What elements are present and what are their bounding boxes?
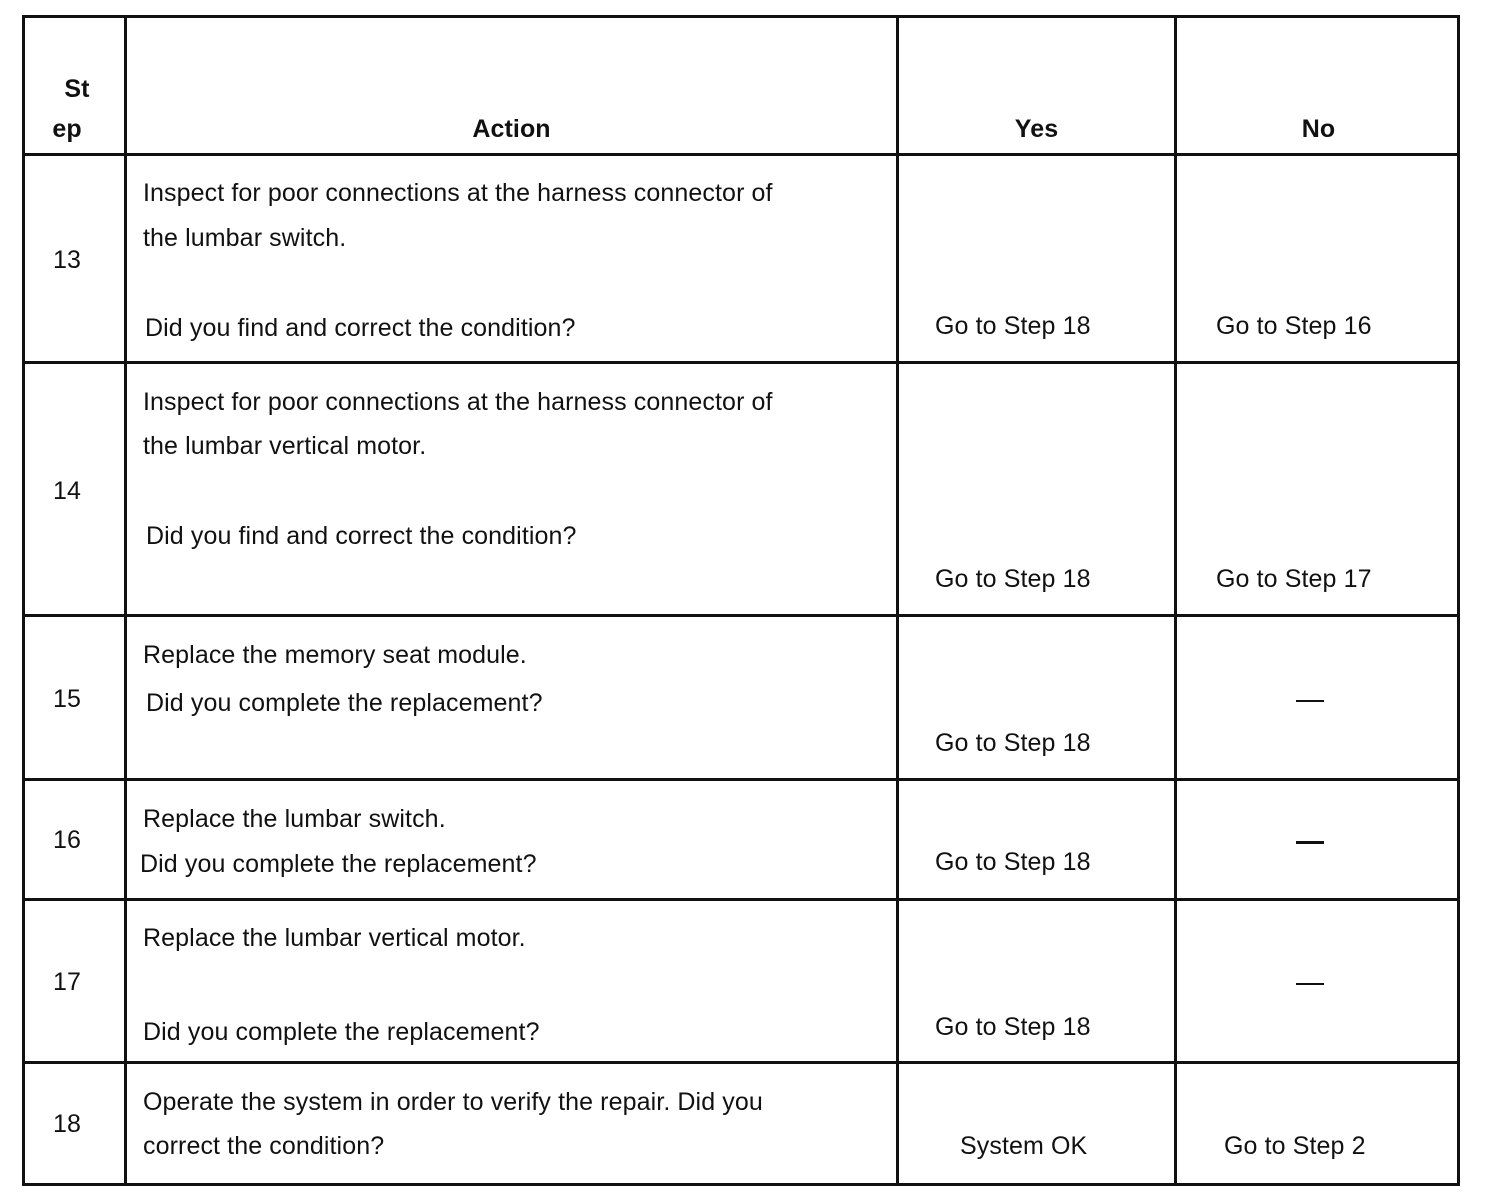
action-question: Did you complete the replacement? [143,1018,540,1046]
action-text: the lumbar switch. [143,224,347,252]
header-yes: Yes [1014,115,1059,143]
yes-result: Go to Step 18 [935,848,1091,876]
row-divider-header [22,153,1460,156]
action-text: Inspect for poor connections at the harness connector of [143,179,773,207]
action-text: the lumbar vertical motor. [143,432,427,460]
yes-result: Go to Step 18 [935,729,1091,757]
no-result: Go to Step 2 [1224,1132,1366,1160]
step-number: 18 [52,1110,81,1138]
yes-result: Go to Step 18 [935,565,1091,593]
action-text: Replace the memory seat module. [143,641,527,669]
no-result-dash [1296,700,1324,702]
row-divider-17 [22,1061,1460,1064]
yes-result: System OK [960,1132,1088,1160]
header-no: No [1301,115,1336,143]
header-action: Action [472,115,551,143]
action-text: Replace the lumbar switch. [143,805,446,833]
yes-result: Go to Step 18 [935,1013,1091,1041]
no-result: Go to Step 17 [1216,565,1372,593]
action-question: Did you complete the replacement? [140,850,537,878]
step-number: 13 [52,246,81,274]
no-result-dash [1296,841,1324,844]
col-divider-action [896,15,899,1186]
col-divider-step [124,15,127,1186]
action-question: Did you find and correct the condition? [146,522,577,550]
row-divider-15 [22,778,1460,781]
action-text: correct the condition? [143,1132,385,1160]
step-number: 14 [52,477,81,505]
step-number: 17 [52,968,81,996]
header-step-line2: ep [52,115,82,143]
action-text: Inspect for poor connections at the harness connector of [143,388,773,416]
action-text: Replace the lumbar vertical motor. [143,924,526,952]
col-divider-yes [1174,15,1177,1186]
action-question: Did you complete the replacement? [146,689,543,717]
no-result: Go to Step 16 [1216,312,1372,340]
row-divider-14 [22,614,1460,617]
row-divider-13 [22,361,1460,364]
no-result-dash [1296,983,1324,985]
row-divider-16 [22,898,1460,901]
yes-result: Go to Step 18 [935,312,1091,340]
action-text: Operate the system in order to verify the repair. Did you [143,1088,763,1116]
step-number: 15 [52,685,81,713]
action-question: Did you find and correct the condition? [145,314,576,342]
step-number: 16 [52,826,81,854]
header-step-line1: St [64,75,90,103]
